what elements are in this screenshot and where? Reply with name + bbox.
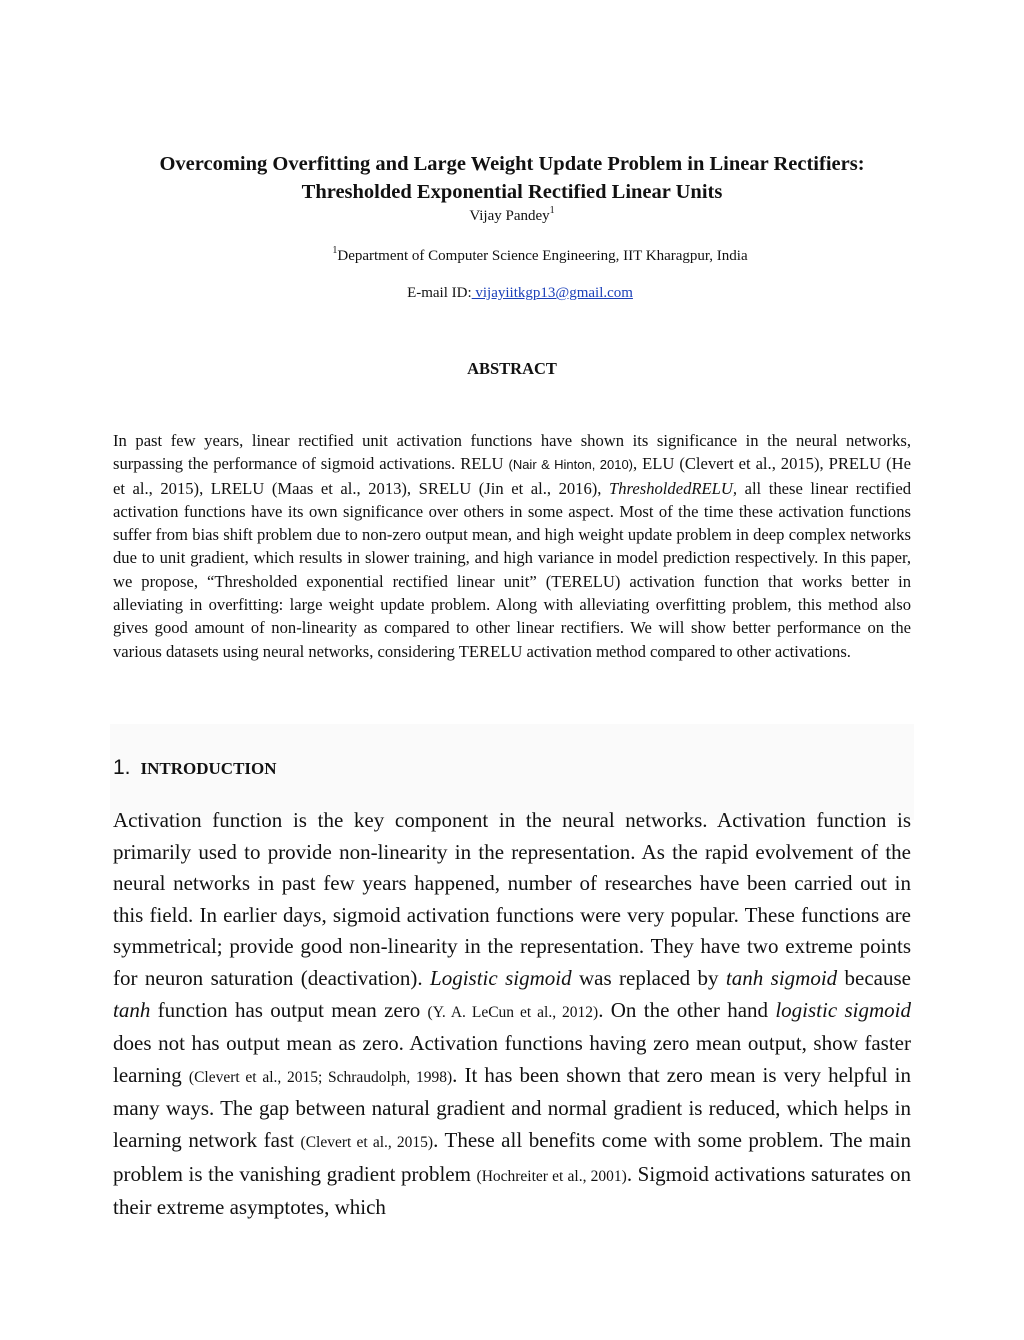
paper-title: [60, 150, 964, 206]
intro-italic-tanh-sigmoid: tanh sigmoid: [725, 965, 838, 990]
intro-text-2: was replaced by: [571, 965, 726, 990]
intro-text-1: Activation function is the key component in the neural networks. Activation function is primarily used to provide non-linearity in the representation. As the rapid evolvement of the neural networks in past few years happened, number of researches have been carried out in this field. In earlier days, sigmoid activation functions were very popular. These functions are symmetrical; provide good non-linearity in the representation. They have two extreme points for neuron saturation (deactivation).: [113, 808, 911, 990]
affiliation-text: Department of Computer Science Engineering, IIT Kharagpur, India: [337, 248, 748, 264]
abstract-text-3: all these linear rectified activation functions have its own significance over others in some aspect. Most of the time these activation functions suffer from bias shift problem due to non-zero output mean, and high weight update problem in deep complex networks due to unit gradient, which results in slower training, and high variance in model prediction respectively. In this paper, we propose, “Thresholded exponential rectified linear unit” (TERELU) activation function that works better in alleviating in overfitting: large weight update problem. Along with alleviating overfitting problem, this method also gives good amount of non-linearity as compared to other linear rectifiers. We will show better performance on the various datasets using neural networks, considering TERELU activation method compared to other activations.: [113, 478, 911, 661]
affiliation-line: [28, 245, 1024, 265]
intro-italic-logistic-sigmoid: Logistic sigmoid: [430, 965, 572, 990]
intro-text-8: . These all benefits come with some problem. The main problem is the vanishing gradient problem: [113, 1127, 911, 1186]
intro-text-6: does not has output mean as zero. Activation functions having zero mean output, show faster learning: [113, 1031, 911, 1087]
intro-text-3: because: [837, 965, 911, 990]
affiliation-superscript: 1: [332, 245, 338, 256]
intro-text-4: function has output mean zero: [150, 997, 428, 1022]
abstract-text-2: , ELU (Clevert et al., 2015), PRELU (He et al., 2015), LRELU (Maas et al., 2013), SRELU (Jin et al., 2016),: [113, 454, 911, 498]
title-line-2: Thresholded Exponential Rectified Linear Units: [301, 181, 723, 203]
section-number: 1.: [113, 756, 131, 779]
author-name: Vijay Pandey: [469, 208, 550, 224]
email-line: [8, 285, 1024, 302]
intro-citation-clevert-schraudolph: (Clevert et al., 2015; Schraudolph, 1998): [188, 1068, 453, 1086]
abstract-text-1: In past few years, linear rectified unit activation functions have shown its significance in the neural networks, surpassing the performance of sigmoid activations. RELU: [113, 431, 911, 474]
title-line-1: Overcoming Overfitting and Large Weight Update Problem in Linear Rectifiers:: [159, 153, 865, 175]
section-title: INTRODUCTION: [140, 759, 277, 778]
intro-text-9: . Sigmoid activations saturates on their extreme asymptotes, which: [113, 1161, 912, 1220]
email-label: E-mail ID:: [407, 285, 472, 301]
intro-italic-tanh: tanh: [113, 997, 151, 1022]
introduction-paragraph: [113, 805, 911, 1224]
intro-text-7: . It has been shown that zero mean is very helpful in many ways. The gap between natural gradient and normal gradient is reduced, which helps in learning network fast: [113, 1062, 911, 1152]
section-heading: [113, 756, 277, 780]
abstract-citation-nair-hinton: (Nair & Hinton, 2010): [508, 457, 634, 473]
intro-citation-hochreiter: (Hochreiter et al., 2001): [476, 1167, 627, 1185]
abstract-italic-thresholdedrelu: ThresholdedRELU,: [609, 478, 738, 498]
email-link[interactable]: vijayiitkgp13@gmail.com: [471, 285, 633, 301]
author-line: [0, 205, 1024, 225]
intro-citation-clevert: (Clevert et al., 2015): [300, 1133, 434, 1151]
intro-text-5: . On the other hand: [598, 997, 776, 1022]
abstract-heading: ABSTRACT: [467, 359, 557, 378]
author-superscript: 1: [549, 205, 555, 216]
intro-citation-lecun: (Y. A. LeCun et al., 2012): [427, 1003, 599, 1021]
intro-italic-logistic-sigmoid-2: logistic sigmoid: [775, 997, 912, 1022]
abstract-paragraph: [113, 429, 911, 663]
